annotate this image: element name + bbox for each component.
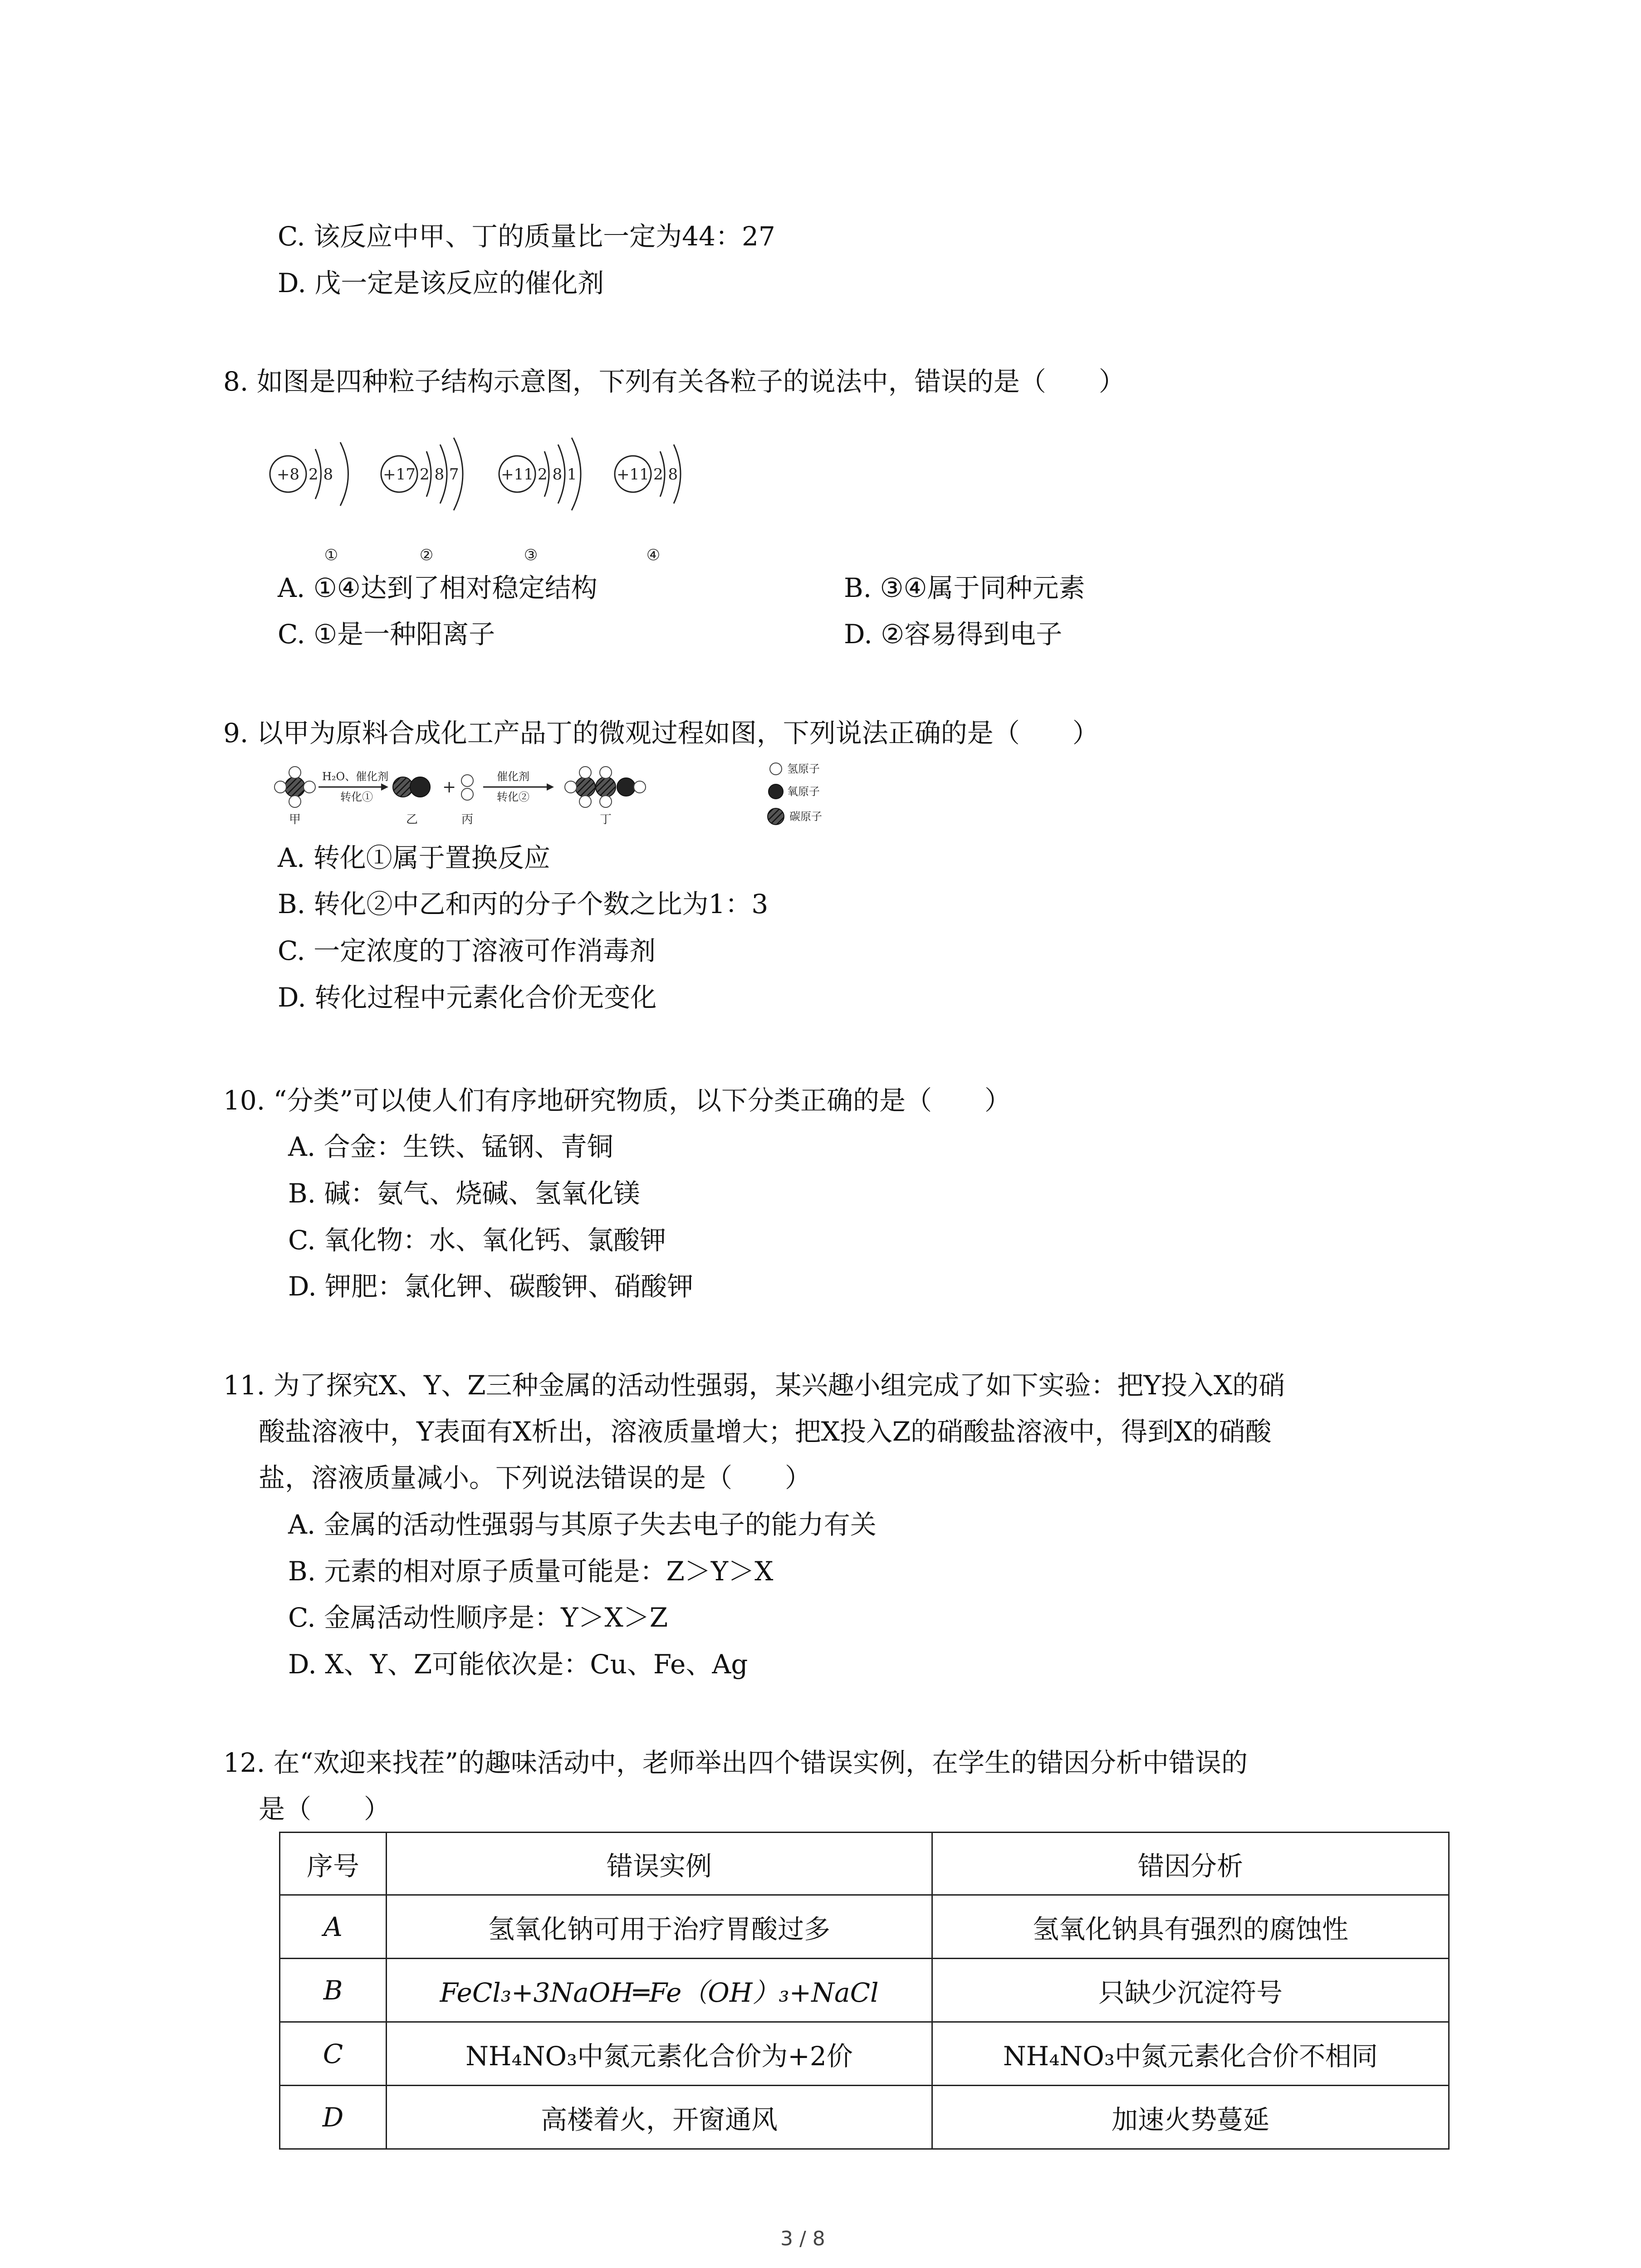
particle-2	[381, 438, 463, 564]
arrow-step1	[318, 770, 388, 803]
row-id: B	[280, 1959, 387, 2022]
row-analysis: NH₄NO₃中氮元素化合价不相同	[932, 2022, 1449, 2086]
q7-option-c: C. 该反应中甲、丁的质量比一定为44：27	[278, 221, 775, 252]
q10-option-c: C. 氧化物：水、氧化钙、氯酸钾	[288, 1225, 666, 1256]
step1-top: H₂O、催化剂	[322, 770, 389, 783]
header-analysis: 错因分析	[932, 1833, 1449, 1895]
particle-2-nucleus: +17	[383, 465, 416, 484]
table-row	[280, 2086, 1449, 2149]
row-id: D	[280, 2086, 387, 2149]
arrow-step2	[483, 770, 554, 803]
q10-stem: 10. “分类”可以使人们有序地研究物质，以下分类正确的是（ ）	[223, 1085, 1011, 1116]
particle-3-shells: 2 8 1	[538, 465, 577, 484]
molecule-bing	[461, 775, 473, 826]
q8-stem: 8. 如图是四种粒子结构示意图，下列有关各粒子的说法中，错误的是（ ）	[223, 366, 1125, 397]
q10-option-d: D. 钾肥：氯化钾、碳酸钾、硝酸钾	[288, 1271, 694, 1302]
table-header-row	[280, 1833, 1449, 1895]
q7-option-d: D. 戊一定是该反应的催化剂	[278, 268, 604, 298]
header-example: 错误实例	[387, 1833, 932, 1895]
label-yi: 乙	[406, 813, 418, 826]
label-bing: 丙	[461, 813, 474, 826]
q10-option-a: A. 合金：生铁、锰钢、青铜	[288, 1131, 613, 1162]
molecule-reaction-diagram	[268, 755, 867, 846]
row-example: 氢氧化钠可用于治疗胃酸过多	[387, 1895, 932, 1959]
particle-4-shells: 2 8	[653, 465, 678, 484]
q12-stem-line2: 是（ ）	[259, 1794, 391, 1824]
q11-stem-line2: 酸盐溶液中，Y表面有X析出，溶液质量增大；把X投入Z的硝酸盐溶液中，得到X的硝酸	[259, 1416, 1272, 1447]
page-number: 3 / 8	[780, 2227, 825, 2250]
row-id: A	[280, 1895, 387, 1959]
legend-oxygen: 氧原子	[787, 785, 820, 798]
particle-2-shells: 2 8 7	[420, 465, 459, 484]
header-index: 序号	[280, 1833, 387, 1895]
q10-option-b: B. 碱：氨气、烧碱、氢氧化镁	[288, 1178, 640, 1209]
particle-1	[270, 442, 348, 564]
q9-option-d: D. 转化过程中元素化合价无变化	[278, 982, 657, 1013]
particle-3-label: ③	[524, 546, 538, 564]
molecule-yi	[393, 777, 430, 826]
plus-sign: +	[442, 778, 456, 797]
q11-stem-line3: 盐，溶液质量减小。下列说法错误的是（ ）	[259, 1462, 812, 1493]
row-analysis: 只缺少沉淀符号	[932, 1959, 1449, 2022]
particle-1-nucleus: +8	[276, 465, 300, 484]
row-analysis: 加速火势蔓延	[932, 2086, 1449, 2149]
atom-structure-diagram	[263, 433, 717, 569]
q11-option-a: A. 金属的活动性强弱与其原子失去电子的能力有关	[288, 1509, 877, 1540]
q9-option-a: A. 转化①属于置换反应	[278, 842, 550, 873]
q11-option-b: B. 元素的相对原子质量可能是：Z＞Y＞X	[288, 1556, 774, 1587]
q9-option-c: C. 一定浓度的丁溶液可作消毒剂	[278, 935, 656, 966]
label-jia: 甲	[289, 813, 301, 826]
q9-option-b: B. 转化②中乙和丙的分子个数之比为1：3	[278, 889, 769, 919]
legend-carbon: 碳原子	[789, 810, 822, 823]
molecule-ding	[565, 767, 646, 826]
row-analysis: 氢氧化钠具有强烈的腐蚀性	[932, 1895, 1449, 1959]
label-ding: 丁	[599, 813, 612, 826]
particle-3	[499, 438, 581, 564]
table-row	[280, 2022, 1449, 2086]
particle-4	[615, 445, 681, 564]
particle-3-nucleus: +11	[501, 465, 534, 484]
particle-1-shells: 2 8	[309, 465, 333, 484]
q11-option-c: C. 金属活动性顺序是：Y＞X＞Z	[288, 1602, 668, 1633]
table-row	[280, 1895, 1449, 1959]
molecule-jia	[274, 767, 315, 826]
step1-bottom: 转化①	[340, 791, 373, 803]
q8-option-a: A. ①④达到了相对稳定结构	[278, 572, 598, 603]
q11-stem-line1: 11. 为了探究X、Y、Z三种金属的活动性强弱，某兴趣小组完成了如下实验：把Y投入X的硝	[223, 1370, 1285, 1401]
q12-stem-line1: 12. 在“欢迎来找茬”的趣味活动中，老师举出四个错误实例，在学生的错因分析中错误的	[223, 1747, 1248, 1778]
particle-1-label: ①	[324, 546, 338, 564]
step2-bottom: 转化②	[497, 791, 529, 803]
error-analysis-table	[279, 1832, 1450, 2150]
table-row	[280, 1959, 1449, 2022]
row-example: FeCl₃+3NaOH═Fe（OH）₃+NaCl	[387, 1959, 932, 2022]
particle-4-nucleus: +11	[617, 465, 649, 484]
q8-option-b: B. ③④属于同种元素	[844, 572, 1085, 603]
step2-top: 催化剂	[497, 770, 529, 783]
q8-option-c: C. ①是一种阳离子	[278, 619, 495, 650]
particle-2-label: ②	[419, 546, 434, 564]
q11-option-d: D. X、Y、Z可能依次是：Cu、Fe、Ag	[288, 1649, 748, 1680]
row-example: NH₄NO₃中氮元素化合价为+2价	[387, 2022, 932, 2086]
row-id: C	[280, 2022, 387, 2086]
row-example: 高楼着火，开窗通风	[387, 2086, 932, 2149]
particle-4-label: ④	[646, 546, 661, 564]
legend	[768, 763, 822, 825]
q9-stem: 9. 以甲为原料合成化工产品丁的微观过程如图，下列说法正确的是（ ）	[223, 718, 1099, 748]
q8-option-d: D. ②容易得到电子	[844, 619, 1063, 650]
legend-hydrogen: 氢原子	[787, 763, 820, 775]
